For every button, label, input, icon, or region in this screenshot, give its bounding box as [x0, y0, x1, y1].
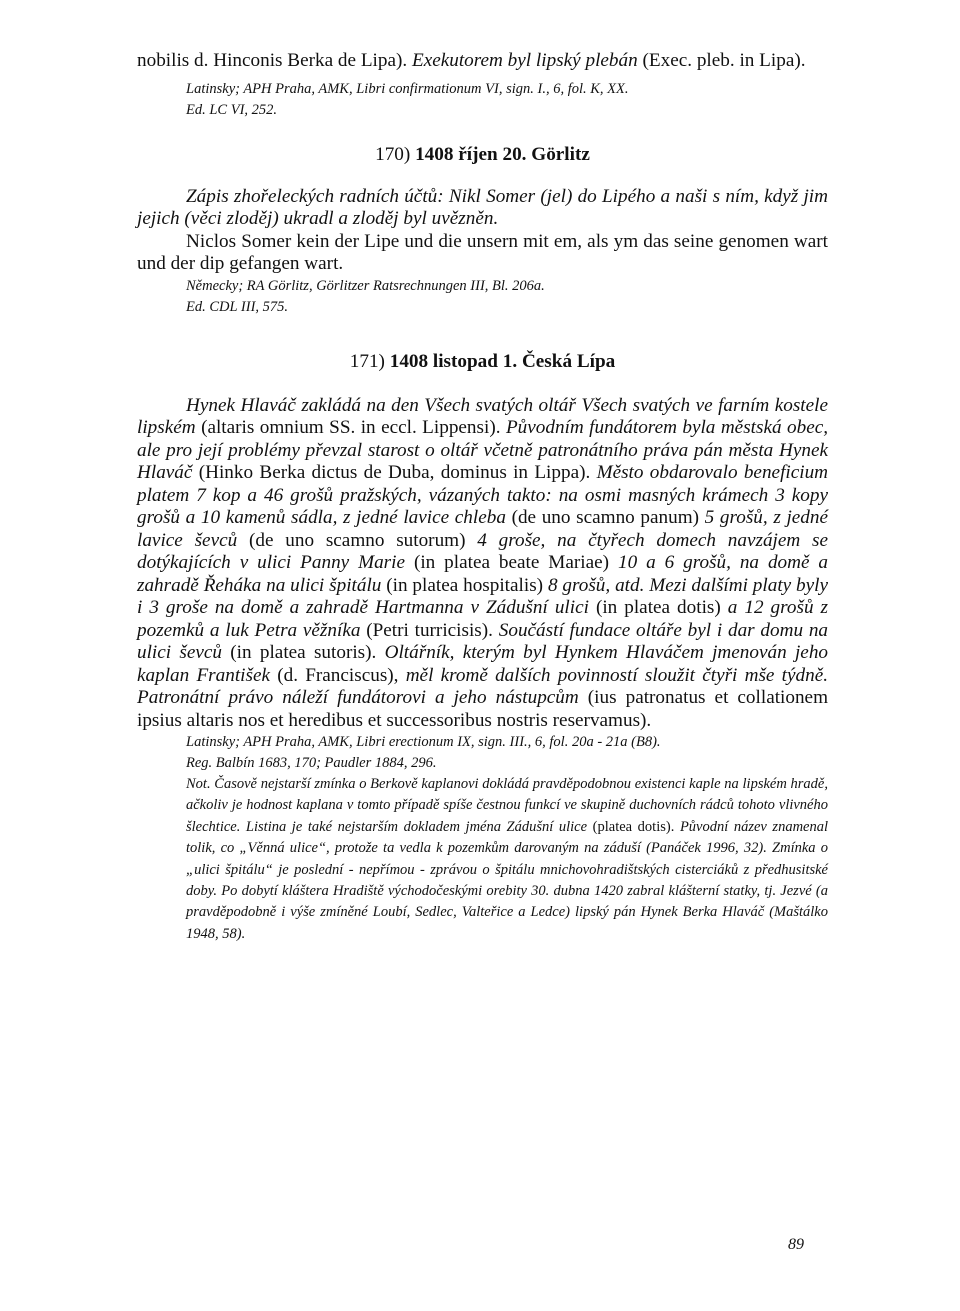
entry-170-source: Německy; RA Görlitz, Görlitzer Ratsrechnungen III, Bl. 206a.: [186, 277, 545, 294]
entry-date: 1408 říjen 20.: [415, 143, 527, 165]
entry-170-czech: Zápis zhořeleckých radních účtů: Nikl Somer (jel) do Lipého a naši s ním, když jim jejich (věci zloděj) ukradl a zloděj byl uvězněn.: [137, 185, 828, 229]
entry-170-german: Niclos Somer kein der Lipe und die unsern mit em, als ym das seine genomen wart und der dip gefangen wart.: [137, 230, 828, 274]
regest-czech: Původním fundátorem byla městská obec, ale pro její problémy převzal starost o oltář včetně patronátního práva pán města Hynek Hlaváč: [137, 417, 829, 483]
note-text: Not. Časově nejstarší zmínka o Berkově kaplanovi dokládá pravděpodobnou existenci kaple na lipském hradě, ačkoliv je hodnost kaplana v tomto případě spíše čestnou funkcí ve skupině duchovních rádců tohoto vlivného šlechtice. Listina je také nejstarším dokladem jména Zádušní ulice: [186, 776, 828, 835]
entry-170-heading: [137, 144, 828, 166]
summary-latin-2: (Exec. pleb. in Lipa).: [642, 50, 806, 71]
entry-171-heading: [137, 351, 828, 373]
regest-latin: (ius patronatus et collationem ipsius altaris nos et heredibus et successoribus nostris reservamus).: [137, 687, 828, 731]
entry-date: 1408 listopad 1.: [389, 350, 518, 372]
regest-czech: 10 a 6 grošů, na domě a zahradě Řeháka na ulici špitálu: [137, 552, 829, 596]
regest-latin: (Hinko Berka dictus de Duba, dominus in Lippa).: [198, 462, 591, 483]
regest-latin: (Petri turricisis).: [366, 619, 493, 641]
regest-latin: (in platea hospitalis): [386, 574, 544, 596]
entry-number: 170): [375, 143, 411, 165]
note-latin: (platea dotis).: [592, 818, 675, 835]
page-content: [137, 50, 828, 945]
regest-latin: (in platea beate Mariae): [413, 552, 610, 573]
regest-czech: 8 grošů, atd. Mezi dalšími platy byly i 3 groše na domě a zahradě Hartmanna v Zádušní ulici: [137, 574, 828, 618]
regest-czech: Hynek Hlaváč zakládá na den Všech svatých oltář Všech svatých ve farním kostele lipském: [137, 394, 828, 438]
regest-latin: (in platea sutoris).: [230, 642, 377, 663]
regest-czech: Oltářník, kterým byl Hynkem Hlaváčem jmenován jeho kaplan František: [137, 642, 829, 686]
previous-entry-source: Latinsky; APH Praha, AMK, Libri confirmationum VI, sign. I., 6, fol. K, XX.: [186, 80, 629, 97]
regest-latin: (altaris omnium SS. in eccl. Lippensi).: [201, 417, 501, 438]
summary-czech: Exekutorem byl lipský plebán: [411, 50, 638, 71]
entry-171-regest-ref: Reg. Balbín 1683, 170; Paudler 1884, 296.: [186, 755, 437, 771]
regest-latin: (d. Franciscus),: [277, 664, 399, 686]
regest-czech: a 12 grošů z pozemků a luk Petra věžníka: [137, 597, 829, 641]
summary-latin: nobilis d. Hinconis Berka de Lipa).: [137, 50, 408, 71]
regest-latin: (in platea dotis): [595, 597, 721, 618]
regest-latin: (de uno scamno sutorum): [248, 529, 466, 551]
page-number: 89: [788, 1236, 804, 1253]
regest-latin: (de uno scamno panum): [511, 507, 700, 528]
regest-czech: 4 groše, na čtyřech domech navzájem se dotýkajících v ulici Panny Marie: [137, 529, 828, 573]
entry-171-regest: [137, 395, 828, 733]
entry-171-source: Latinsky; APH Praha, AMK, Libri erectionum IX, sign. III., 6, fol. 20a - 21a (B8).: [186, 734, 661, 750]
regest-czech: 5 grošů, z jedné lavice ševců: [137, 507, 828, 551]
entry-170-edition: Ed. CDL III, 575.: [186, 298, 289, 315]
regest-czech: měl kromě dalších povinností sloužit čtyři mše týdně. Patronátní právo náleží fundátorovi a jeho nástupcům: [137, 664, 829, 708]
previous-entry-summary: [137, 50, 828, 73]
entry-place: Česká Lípa: [521, 350, 616, 372]
note-text: Původní název znamenal tolik, co „Věnná ulice“, protože ta vedla k pozemkům darovaným na záduší (Panáček 1996, 32). Zmínka o „ulici špitálu“ je poslední - nepřímou - zprávou o špitálu mnichovohradištských cisterciáků z předhusitské doby. Po dobytí kláštera Hradiště východočeskými orebity 30. dubna 1420 zabral klášterní statky, tj. Jezvé (a pravděpodobně i výše zmíněné Loubí, Sedlec, Valteřice a Ledce) lipský pán Hynek Berka Hlaváč (Maštálko 1948, 58).: [186, 818, 829, 942]
regest-czech: Město obdarovalo beneficium platem 7 kop a 46 grošů pražských, vázaných takto: na osmi masných krámech 3 kopy grošů a 10 kamenů sádla, z jedné lavice chleba: [137, 462, 829, 528]
entry-place: Görlitz: [531, 143, 590, 165]
previous-entry-edition: Ed. LC VI, 252.: [186, 101, 278, 118]
entry-number: 171): [349, 350, 385, 372]
entry-171-note: [186, 774, 828, 945]
regest-czech: Součástí fundace oltáře byl i dar domu na ulici ševců: [137, 619, 829, 663]
